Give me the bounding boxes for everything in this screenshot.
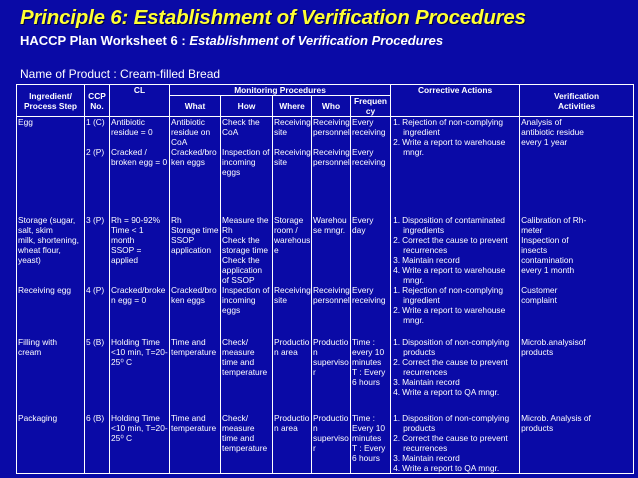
cell-line: contamination (521, 254, 574, 265)
cell-line: measure (222, 422, 255, 433)
item-text: Correct the cause to prevent (402, 234, 508, 245)
cell-line: ken eggs (171, 294, 205, 305)
cell-line: Receiving (274, 147, 311, 157)
cell-line: 2 (P) (86, 147, 105, 157)
header-ingredient: Ingredient/ Process Step (17, 85, 85, 117)
item-number: 2. (393, 234, 401, 245)
cell-line: minutes (352, 356, 382, 367)
what-cell (170, 215, 221, 285)
cl-cell (110, 215, 170, 285)
item-number: 3. (393, 254, 401, 265)
item-text: Rejection of non-complying (402, 117, 504, 127)
how-cell (221, 285, 273, 337)
cell-line: CoA (222, 127, 239, 137)
cell-line: complaint (521, 294, 557, 305)
item-number: 4. (393, 264, 401, 275)
cell-line: T : Every (352, 366, 386, 377)
item-number: 1. (393, 117, 401, 127)
frequency-cell (351, 215, 391, 285)
item-text: Write a report to warehouse (402, 304, 506, 315)
item-text-continued: ingredient (403, 294, 440, 305)
item-text: Rejection of non-complying (402, 284, 504, 295)
cell-line: measure (222, 346, 255, 357)
corrective-action-item (392, 377, 518, 387)
ingredient-cell (17, 337, 85, 413)
where-cell (273, 285, 312, 337)
cell-line: Check/ (222, 336, 249, 347)
item-text-continued: recurrences (403, 366, 448, 377)
corrective-action-item (392, 413, 518, 433)
item-text: Correct the cause to prevent (402, 356, 508, 367)
ingredient-cell (17, 117, 85, 215)
item-text: Write a report to QA mngr. (402, 462, 500, 473)
cell-line: Receiving (274, 117, 311, 127)
item-text-continued: mngr. (403, 147, 425, 157)
cell-line: Microb.analysisof (521, 336, 586, 347)
item-number: 4. (393, 462, 401, 473)
cell-line: Microb. Analysis of (521, 412, 591, 423)
cell-line: Cracked/bro (171, 147, 217, 157)
corrective-action-item (392, 433, 518, 453)
cell-line: temperature (171, 422, 217, 433)
cl-cell (110, 337, 170, 413)
cell-line: Receiving egg (18, 284, 72, 295)
cell-line: Cracked / (111, 147, 147, 157)
item-text-continued: recurrences (403, 442, 448, 453)
cell-line: every 10 (352, 346, 385, 357)
cell-line: temperature (171, 346, 217, 357)
ingredient-cell (17, 215, 85, 285)
cell-line: applied (111, 254, 139, 265)
where-cell (273, 413, 312, 474)
cell-line: Inspection of (521, 234, 569, 245)
item-text: Write a report to warehouse (402, 137, 506, 147)
cell-line: salt, skim (18, 224, 53, 235)
verification-cell (520, 413, 634, 474)
cell-line: Check/ (222, 412, 249, 423)
cell-line: personnel (313, 127, 350, 137)
cell-line: <10 min, T=20- (111, 346, 168, 357)
item-text-continued: mngr. (403, 314, 425, 325)
cell-line: receiving (352, 157, 386, 167)
item-text: Disposition of non-complying (402, 412, 510, 423)
cell-line: eggs (222, 167, 241, 177)
cell-line: CoA (171, 137, 188, 147)
header-where: Where (273, 96, 312, 117)
cell-line: Receiving (274, 284, 311, 295)
cell-line: Rh (171, 214, 182, 225)
what-cell (170, 337, 221, 413)
cell-line: Rh = 90-92% (111, 214, 161, 225)
who-cell (312, 117, 351, 215)
ccp-cell (85, 215, 110, 285)
cell-line: Every (352, 284, 374, 295)
item-text-continued: ingredient (403, 127, 440, 137)
what-cell (170, 413, 221, 474)
cell-line: e (274, 244, 279, 255)
cell-line: every 1 month (521, 264, 575, 275)
cell-line: Receiving (313, 284, 350, 295)
header-what: What (170, 96, 221, 117)
who-cell (312, 285, 351, 337)
ccp-cell (85, 285, 110, 337)
cell-line: month (111, 234, 135, 245)
cell-line: Time and (171, 412, 206, 423)
cell-line: Every (352, 147, 374, 157)
header-row-1 (17, 85, 634, 96)
corrective-action-item (392, 305, 518, 325)
cell-line: 6 hours (352, 452, 380, 463)
corrective-action-item (392, 235, 518, 255)
cell-line: Rh (222, 224, 233, 235)
header-monitoring: Monitoring Procedures (170, 85, 391, 96)
cell-line: Productio (274, 412, 310, 423)
cell-line: n (313, 422, 318, 433)
cell-line: Calibration of Rh- (521, 214, 587, 225)
cl-cell (110, 285, 170, 337)
cell-line: residue = 0 (111, 127, 153, 137)
cell-line: 25⁰ C (111, 356, 133, 367)
cell-line: site (274, 157, 288, 167)
cell-line: Inspection of (222, 284, 270, 295)
table-row (17, 285, 634, 337)
cell-line (313, 137, 349, 147)
header-who: Who (312, 96, 351, 117)
cell-line: Time : (352, 412, 375, 423)
cell-line: Time < 1 (111, 224, 144, 235)
cell-line: superviso (313, 356, 349, 367)
verification-cell (520, 285, 634, 337)
cell-line: residue on (171, 127, 211, 137)
cell-line: products (521, 422, 554, 433)
cell-line: Warehou (313, 214, 347, 225)
cell-line: Productio (274, 336, 310, 347)
cell-line: Analysis of (521, 117, 562, 127)
how-cell (221, 215, 273, 285)
item-number: 2. (393, 432, 401, 443)
cell-line: of SSOP (222, 274, 255, 285)
verification-cell (520, 215, 634, 285)
cell-line: time and (222, 432, 255, 443)
cell-line: site (274, 127, 288, 137)
cell-line: broken egg = 0 (111, 157, 168, 167)
cell-line: T : Every (352, 442, 386, 453)
where-cell (273, 215, 312, 285)
item-number: 4. (393, 386, 401, 397)
cell-line: room / (274, 224, 298, 235)
cell-line: every 1 year (521, 137, 568, 147)
cell-line (222, 137, 271, 147)
who-cell (312, 413, 351, 474)
cell-line: Cracked/bro (171, 284, 217, 295)
cell-line: r (313, 366, 316, 377)
ccp-cell (85, 413, 110, 474)
how-cell (221, 337, 273, 413)
item-text-continued: products (403, 346, 436, 357)
cell-line: 25⁰ C (111, 432, 133, 443)
corrective-actions-cell (391, 117, 520, 215)
cell-line: Productio (313, 336, 349, 347)
cell-line: Time : (352, 336, 375, 347)
corrective-action-item (392, 255, 518, 265)
corrective-action-item (392, 137, 518, 157)
cell-line: Packaging (18, 412, 58, 423)
cell-line: Cracked/broke (111, 284, 166, 295)
cell-line (352, 137, 389, 147)
corrective-actions-cell (391, 413, 520, 474)
item-number: 2. (393, 356, 401, 367)
cell-line: insects (521, 244, 548, 255)
where-cell (273, 337, 312, 413)
ingredient-cell (17, 413, 85, 474)
header-how: How (221, 96, 273, 117)
cell-line: antibiotic residue (521, 127, 584, 137)
item-number: 3. (393, 376, 401, 387)
table-row (17, 413, 634, 474)
frequency-cell (351, 285, 391, 337)
item-number: 1. (393, 336, 401, 347)
cell-line: Antibiotic (111, 117, 145, 127)
cell-line: Holding Time (111, 336, 160, 347)
worksheet-body (17, 117, 634, 474)
cell-line: 4 (P) (86, 284, 105, 295)
cell-line: receiving (352, 127, 386, 137)
item-text-continued: recurrences (403, 244, 448, 255)
cell-line: receiving (352, 294, 386, 305)
cell-line: incoming (222, 294, 256, 305)
cell-line: site (274, 294, 288, 305)
cell-line: superviso (313, 432, 349, 443)
how-cell (221, 413, 273, 474)
haccp-worksheet-table (16, 84, 634, 474)
cell-line: <10 min, T=20- (111, 422, 168, 433)
cell-line: 6 (B) (86, 412, 105, 423)
table-row (17, 337, 634, 413)
cell-line: n (313, 346, 318, 357)
item-number: 1. (393, 412, 401, 423)
item-text-continued: products (403, 422, 436, 433)
cell-line: products (521, 346, 554, 357)
item-number: 2. (393, 137, 401, 147)
ccp-cell (85, 337, 110, 413)
frequency-cell (351, 337, 391, 413)
cell-line: Storage (274, 214, 304, 225)
where-cell (273, 117, 312, 215)
corrective-action-item (392, 215, 518, 235)
cell-line: Check the (222, 254, 260, 265)
item-text: Maintain record (402, 452, 460, 463)
cell-line: eggs (222, 304, 241, 315)
corrective-action-item (392, 453, 518, 463)
cell-line: minutes (352, 432, 382, 443)
cell-line: n egg = 0 (111, 294, 147, 305)
cell-line: Productio (313, 412, 349, 423)
cell-line: cream (18, 346, 42, 357)
cell-line: temperature (222, 366, 268, 377)
verification-cell (520, 337, 634, 413)
cell-line: wheat flour, (18, 244, 61, 255)
item-text: Correct the cause to prevent (402, 432, 508, 443)
cell-line: Storage time (171, 224, 219, 235)
ccp-cell (85, 117, 110, 215)
cell-line: Check the (222, 117, 260, 127)
subtitle-italic: Establishment of Verification Procedures (189, 33, 444, 48)
cell-line: Receiving (313, 147, 350, 157)
item-number: 2. (393, 304, 401, 315)
cell-line: ken eggs (171, 157, 205, 167)
who-cell (312, 337, 351, 413)
table-row (17, 215, 634, 285)
cell-line: Inspection of (222, 147, 270, 157)
cell-line: Every 10 (352, 422, 386, 433)
cell-line: Egg (18, 117, 33, 127)
item-number: 1. (393, 214, 401, 225)
item-text: Write a report to warehouse (402, 264, 506, 275)
corrective-actions-cell (391, 215, 520, 285)
subtitle-prefix: HACCP Plan Worksheet 6 : (20, 33, 186, 48)
verification-cell (520, 117, 634, 215)
cell-line: 1 (C) (86, 117, 105, 127)
corrective-action-item (392, 387, 518, 397)
cell-line: n area (274, 422, 298, 433)
header-corrective: Corrective Actions (391, 85, 520, 117)
corrective-action-item (392, 357, 518, 377)
item-number: 3. (393, 452, 401, 463)
cell-line (86, 127, 108, 137)
header-frequency: Frequen cy (351, 96, 391, 117)
corrective-action-item (392, 117, 518, 137)
cell-line: milk, shortening, (18, 234, 79, 245)
cell-line: time and (222, 356, 255, 367)
how-cell (221, 117, 273, 215)
cell-line: incoming (222, 157, 256, 167)
cell-line: personnel (313, 294, 350, 305)
cell-line: Check the (222, 234, 260, 245)
item-text: Maintain record (402, 254, 460, 265)
item-text-continued: ingredients (403, 224, 445, 235)
worksheet-subtitle (20, 33, 443, 48)
cell-line: storage time (222, 244, 269, 255)
header-cl: CL (110, 85, 170, 117)
corrective-action-item (392, 463, 518, 473)
cell-line: Every day (352, 214, 374, 235)
cell-line: Time and (171, 336, 206, 347)
cell-line: meter (521, 224, 543, 235)
cl-cell (110, 413, 170, 474)
item-text: Disposition of contaminated (402, 214, 505, 225)
cell-line: SSOP = (111, 244, 142, 255)
header-ccp: CCP No. (85, 85, 110, 117)
header-verification: Verification Activities (520, 85, 634, 117)
item-text: Maintain record (402, 376, 460, 387)
item-number: 1. (393, 284, 401, 295)
cell-line: personnel (313, 157, 350, 167)
corrective-action-item (392, 285, 518, 305)
cell-line (86, 137, 108, 147)
item-text: Write a report to QA mngr. (402, 386, 500, 397)
cell-line: Antibiotic (171, 117, 205, 127)
who-cell (312, 215, 351, 285)
corrective-action-item (392, 337, 518, 357)
cell-line: Measure the (222, 214, 269, 225)
cell-line (111, 137, 168, 147)
cell-line: 6 hours (352, 376, 380, 387)
cell-line: application (222, 264, 263, 275)
slide-title: Principle 6: Establishment of Verification Procedures (20, 6, 526, 29)
item-text-continued: mngr. (403, 274, 425, 285)
table-row (17, 117, 634, 215)
cell-line: Storage (sugar, (18, 214, 76, 225)
cell-line: temperature (222, 442, 268, 453)
cell-line: application (171, 244, 212, 255)
cell-line: warehous (274, 234, 311, 245)
item-text: Disposition of non-complying (402, 336, 510, 347)
cell-line: se mngr. (313, 224, 346, 235)
cell-line: Every (352, 117, 374, 127)
corrective-action-item (392, 265, 518, 285)
cell-line: Holding Time (111, 412, 160, 423)
cell-line: Customer (521, 284, 558, 295)
cell-line: SSOP (171, 234, 195, 245)
cl-cell (110, 117, 170, 215)
frequency-cell (351, 413, 391, 474)
cell-line: 5 (B) (86, 336, 105, 347)
cell-line (274, 137, 310, 147)
cell-line: Filling with (18, 336, 58, 347)
cell-line: Receiving (313, 117, 350, 127)
what-cell (170, 285, 221, 337)
corrective-actions-cell (391, 285, 520, 337)
cell-line: r (313, 442, 316, 453)
what-cell (170, 117, 221, 215)
frequency-cell (351, 117, 391, 215)
cell-line: yeast) (18, 254, 41, 265)
product-name: Name of Product : Cream-filled Bread (20, 67, 221, 81)
corrective-actions-cell (391, 337, 520, 413)
cell-line: 3 (P) (86, 214, 105, 225)
cell-line: n area (274, 346, 298, 357)
ingredient-cell (17, 285, 85, 337)
